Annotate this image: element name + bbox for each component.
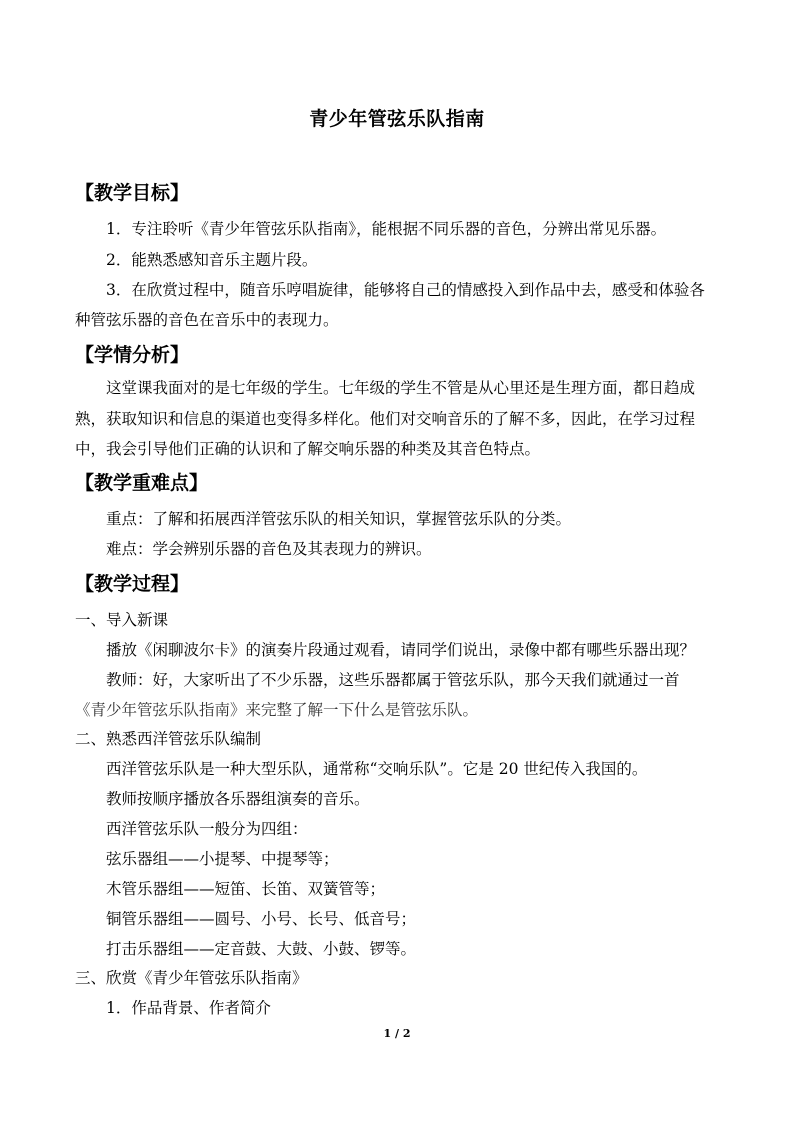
- page-number: 1 / 2: [383, 1027, 411, 1040]
- document-title: 青少年管弦乐队指南: [309, 108, 485, 130]
- section-heading-keypoints: 【教学重难点】: [75, 472, 209, 494]
- process-line: 教师：好，大家听出了不少乐器，这些乐器都属于管弦乐队，那今天我们就通过一首: [106, 671, 680, 689]
- goal-item: 种管弦乐器的音色在音乐中的表现力。: [75, 311, 339, 329]
- process-line: 教师按顺序播放各乐器组演奏的音乐。: [106, 790, 370, 808]
- goal-item: 1．专注聆听《青少年管弦乐队指南》，能根据不同乐器的音色，分辨出常见乐器。: [106, 220, 667, 238]
- section-heading-process: 【教学过程】: [75, 573, 190, 595]
- process-part-title: 三、欣赏《青少年管弦乐队指南》: [75, 969, 308, 987]
- process-line: 播放《闲聊波尔卡》的演奏片段通过观看，请同学们说出，录像中都有哪些乐器出现？: [106, 641, 696, 659]
- process-line: 《青少年管弦乐队指南》来完整了解一下什么是管弦乐队。: [75, 701, 479, 719]
- process-line: 西洋管弦乐队一般分为四组：: [106, 820, 308, 838]
- process-line: 西洋管弦乐队是一种大型乐队，通常称“交响乐队”。它是 20 世纪传入我国的。: [106, 760, 648, 778]
- goal-item: 3．在欣赏过程中，随音乐哼唱旋律，能够将自己的情感投入到作品中去，感受和体验各: [106, 281, 705, 299]
- section-heading-analysis: 【学情分析】: [75, 344, 190, 366]
- process-line: 木管乐器组——短笛、长笛、双簧管等；: [106, 880, 386, 898]
- process-line: 1．作品背景、作者简介: [106, 999, 271, 1017]
- goal-item: 2．能熟悉感知音乐主题片段。: [106, 251, 318, 269]
- keypoint-line: 重点：了解和拓展西洋管弦乐队的相关知识，掌握管弦乐队的分类。: [106, 510, 572, 528]
- keypoint-line: 难点：学会辨别乐器的音色及其表现力的辨识。: [106, 540, 432, 558]
- analysis-line: 中，我会引导他们正确的认识和了解交响乐器的种类及其音色特点。: [75, 440, 541, 458]
- process-line: 弦乐器组——小提琴、中提琴等；: [106, 850, 339, 868]
- analysis-line: 熟，获取知识和信息的渠道也变得多样化。他们对交响音乐的了解不多，因此，在学习过程: [75, 410, 696, 428]
- process-part-title: 二、熟悉西洋管弦乐队编制: [75, 730, 262, 748]
- analysis-line: 这堂课我面对的是七年级的学生。七年级的学生不管是从心里还是生理方面，都日趋成: [106, 379, 696, 397]
- process-part-title: 一、导入新课: [75, 611, 169, 629]
- process-line: 打击乐器组——定音鼓、大鼓、小鼓、锣等。: [106, 940, 417, 958]
- section-heading-goals: 【教学目标】: [75, 182, 190, 204]
- process-line: 铜管乐器组——圆号、小号、长号、低音号；: [106, 910, 417, 928]
